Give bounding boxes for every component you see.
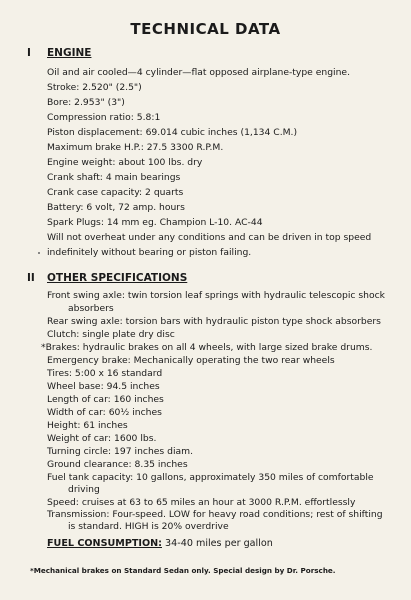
spec-line: Transmission: Four-speed. LOW for heavy road conditions; rest of shifting <box>47 509 383 520</box>
section-number: II <box>27 272 35 284</box>
section-other-heading <box>27 272 187 284</box>
engine-line: indefinitely without bearing or piston failing. <box>47 247 252 258</box>
engine-line: Will not overheat under any conditions and can be driven in top speed <box>47 232 372 243</box>
spec-line: Clutch: single plate dry disc <box>47 329 175 340</box>
spec-line: Turning circle: 197 inches diam. <box>47 446 194 457</box>
spec-line: absorbers <box>68 303 114 314</box>
engine-line: Maximum brake H.P.: 27.5 3300 R.P.M. <box>47 142 224 153</box>
spec-line: is standard. HIGH is 20% overdrive <box>68 521 229 532</box>
spec-line: Rear swing axle: torsion bars with hydraulic piston type shock absorbers <box>47 316 381 327</box>
section-label: ENGINE <box>47 47 92 59</box>
spec-line: Front swing axle: twin torsion leaf springs with hydraulic telescopic shock <box>47 290 385 301</box>
spec-line: Length of car: 160 inches <box>47 394 164 405</box>
engine-line: Spark Plugs: 14 mm eg. Champion L-10. AC-44 <box>47 217 263 228</box>
spec-line: Width of car: 60½ inches <box>47 407 162 418</box>
spec-line: Speed: cruises at 63 to 65 miles an hour at 3000 R.P.M. effortlessly <box>47 497 356 508</box>
fuel-consumption <box>47 538 273 549</box>
engine-line: Stroke: 2.520" (2.5") <box>47 82 142 93</box>
fuel-consumption-value: 34-40 miles per gallon <box>162 538 273 549</box>
engine-line: Bore: 2.953" (3") <box>47 97 125 108</box>
engine-line: Oil and air cooled—4 cylinder—flat opposed airplane-type engine. <box>47 67 350 78</box>
spec-line: *Brakes: hydraulic brakes on all 4 wheels, with large sized brake drums. <box>41 342 373 353</box>
spec-line: driving <box>68 484 100 495</box>
engine-line: Crank case capacity: 2 quarts <box>47 187 184 198</box>
spec-line: Tires: 5:00 x 16 standard <box>47 368 163 379</box>
spec-line: Fuel tank capacity: 10 gallons, approximately 350 miles of comfortable <box>47 472 374 483</box>
engine-line: Crank shaft: 4 main bearings <box>47 172 181 183</box>
section-number: I <box>27 47 31 59</box>
page-title: TECHNICAL DATA <box>130 20 281 38</box>
spec-line: Weight of car: 1600 lbs. <box>47 433 157 444</box>
engine-line: Battery: 6 volt, 72 amp. hours <box>47 202 185 213</box>
engine-line: Engine weight: about 100 lbs. dry <box>47 157 203 168</box>
spec-line: Wheel base: 94.5 inches <box>47 381 160 392</box>
spec-line: Height: 61 inches <box>47 420 128 431</box>
engine-line: Compression ratio: 5.8:1 <box>47 112 161 123</box>
spec-line: Ground clearance: 8.35 inches <box>47 459 188 470</box>
section-engine-heading <box>27 47 91 59</box>
fuel-consumption-label: FUEL CONSUMPTION: <box>47 538 162 549</box>
section-label: OTHER SPECIFICATIONS <box>47 272 188 284</box>
speck-mark <box>38 252 40 254</box>
spec-line: Emergency brake: Mechanically operating the two rear wheels <box>47 355 335 366</box>
engine-line: Piston displacement: 69.014 cubic inches (1,134 C.M.) <box>47 127 298 138</box>
footnote: *Mechanical brakes on Standard Sedan only. Special design by Dr. Porsche. <box>30 566 336 575</box>
